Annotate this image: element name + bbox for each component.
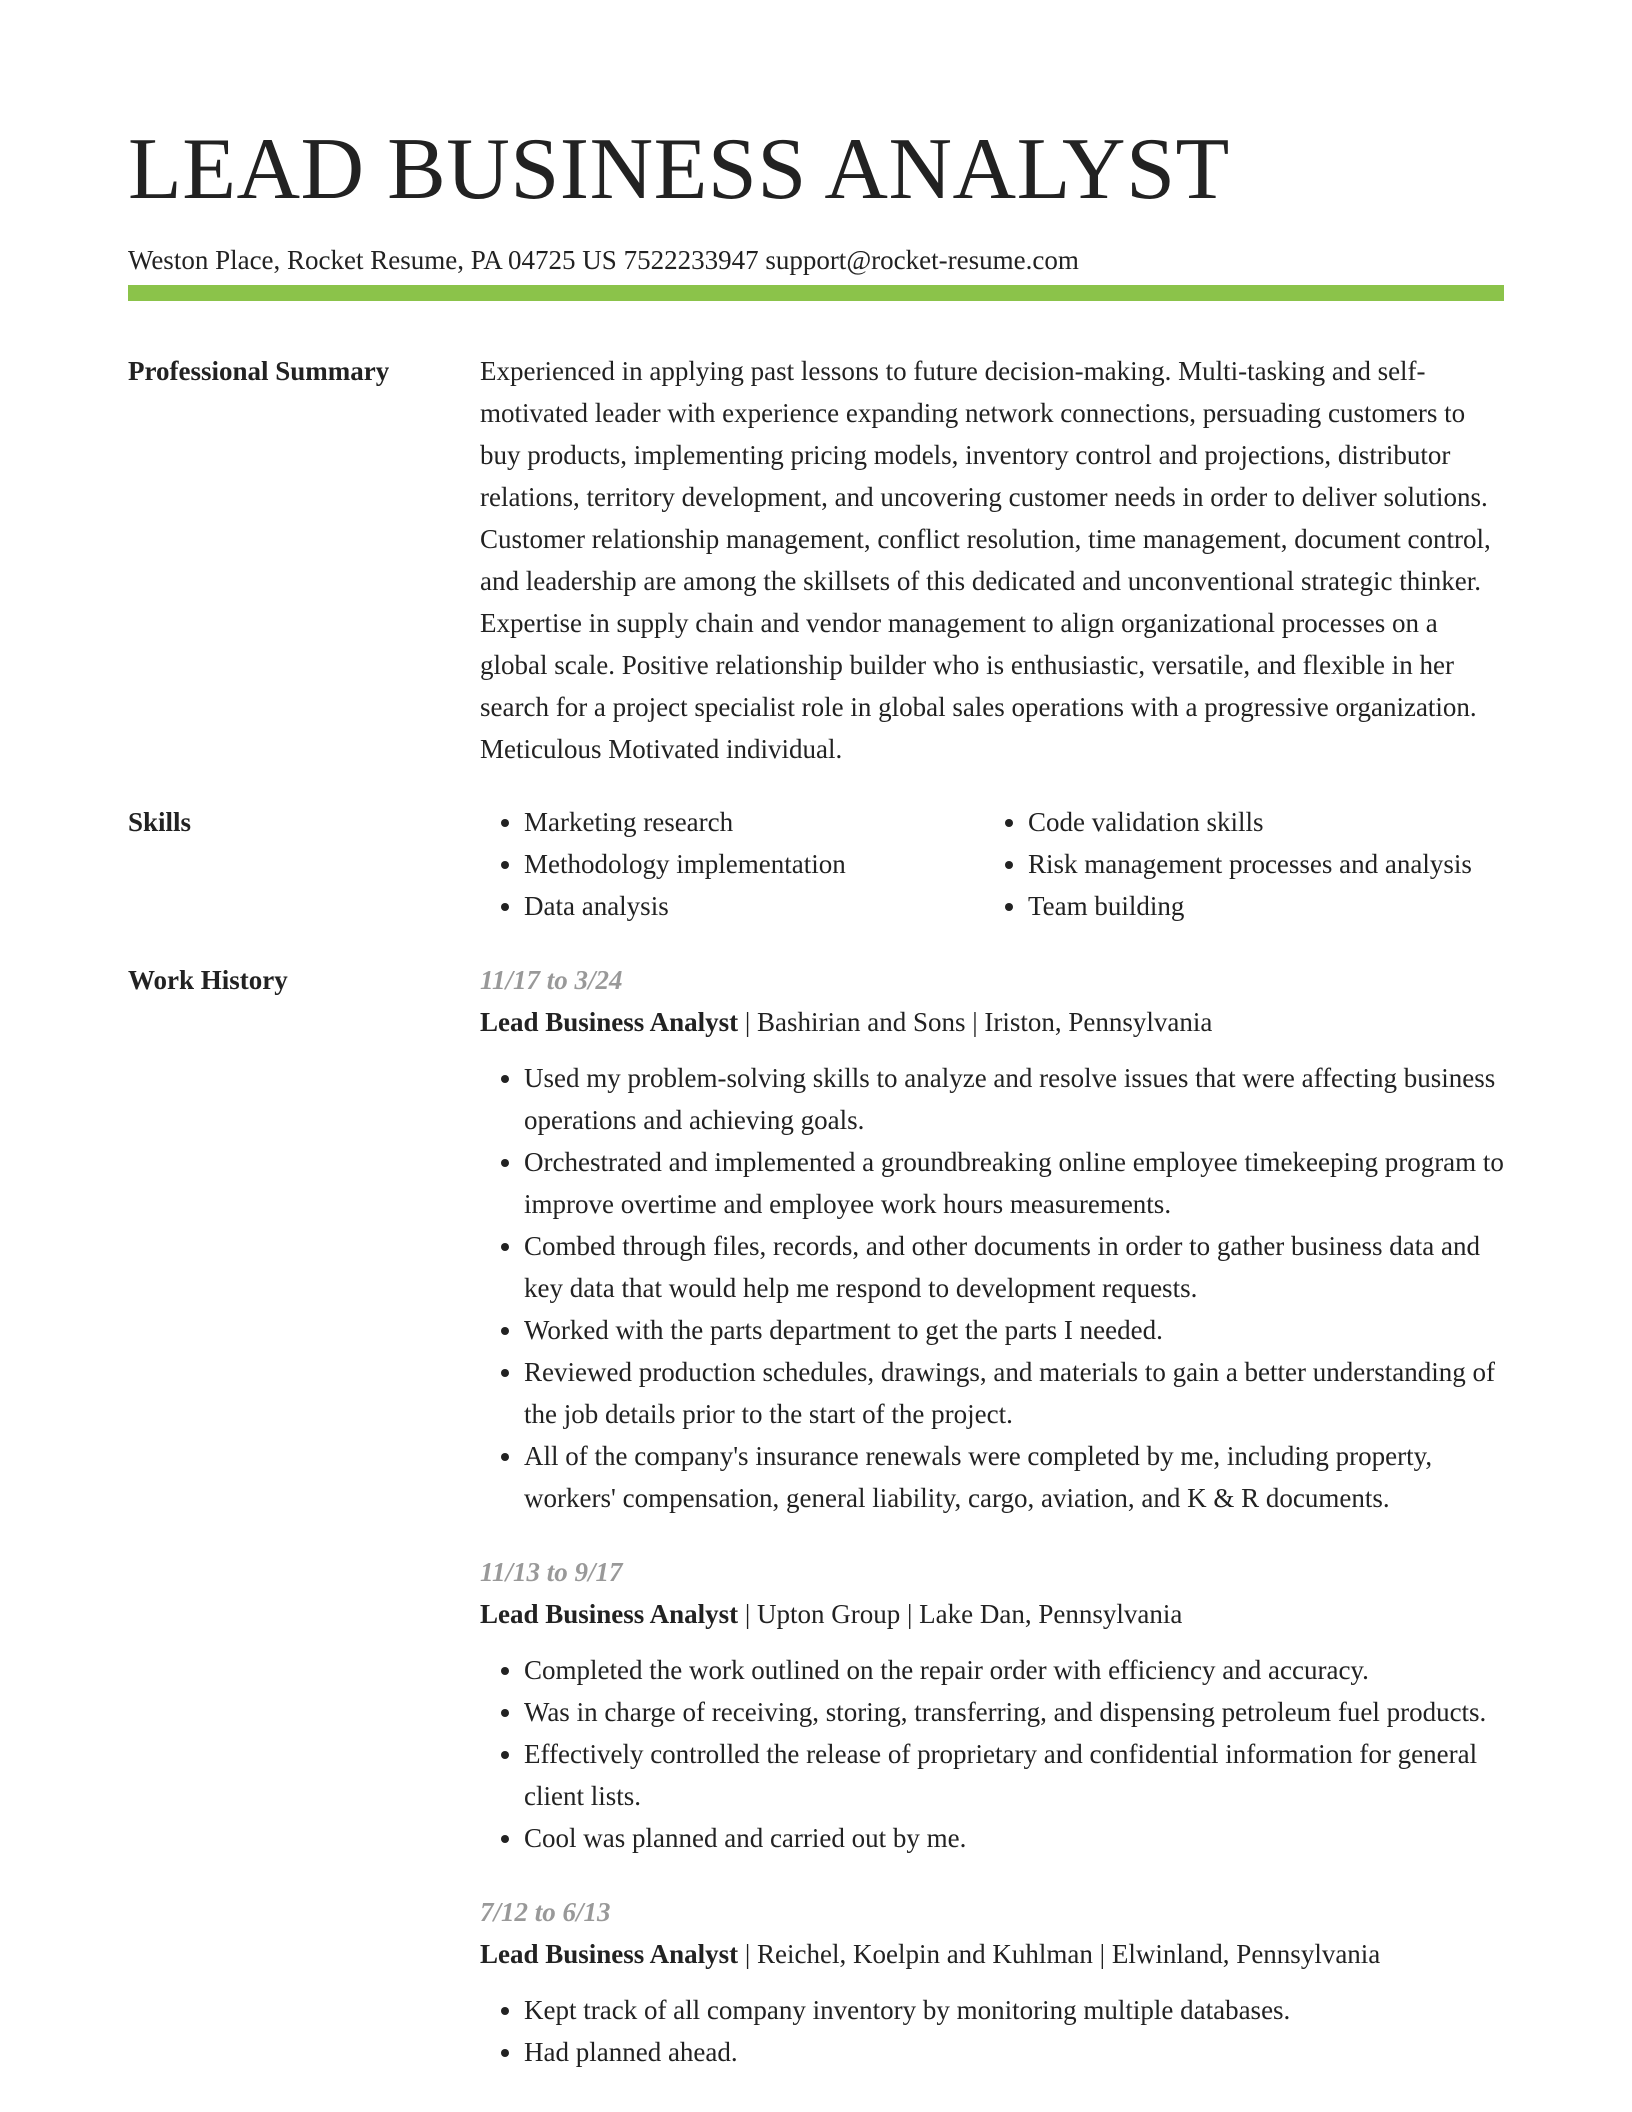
job-entry — [480, 1551, 1504, 1859]
skills-list-right — [984, 801, 1504, 927]
contact-address: Weston Place, Rocket Resume, PA 04725 US — [128, 245, 617, 275]
separator: | — [744, 1939, 751, 1969]
job-bullets — [480, 1057, 1504, 1519]
skill-item: • Risk management processes and analysis — [1028, 843, 1504, 885]
job-location: Iriston, Pennsylvania — [984, 1007, 1213, 1037]
skills-heading: Skills — [128, 807, 192, 837]
job-title: Lead Business Analyst — [480, 1007, 739, 1037]
separator: | — [972, 1007, 978, 1037]
summary-heading: Professional Summary — [128, 356, 390, 386]
skill-item: • Methodology implementation — [524, 843, 984, 885]
contact-phone: 7522233947 — [623, 245, 759, 275]
job-bullet: • Was in charge of receiving, storing, transferring, and dispensing petroleum fuel products. — [524, 1691, 1504, 1733]
job-dates: 7/12 to 6/13 — [480, 1897, 611, 1927]
contact-email: support@rocket-resume.com — [765, 245, 1079, 275]
resume-name: LEAD BUSINESS ANALYST — [128, 121, 1230, 218]
job-location: Lake Dan, Pennsylvania — [919, 1599, 1183, 1629]
work-history-body — [480, 959, 1504, 2105]
work-history-heading: Work History — [128, 965, 288, 995]
job-dates: 11/17 to 3/24 — [480, 965, 623, 995]
job-bullet: • Combed through files, records, and other documents in order to gather business data and key data that would help me respond to development requests. — [524, 1225, 1504, 1309]
job-bullet: • Reviewed production schedules, drawings, and materials to gain a better understanding of the job details prior to the start of the project. — [524, 1351, 1504, 1435]
separator: | — [1099, 1939, 1106, 1969]
job-bullets — [480, 1989, 1504, 2073]
job-entry — [480, 959, 1504, 1519]
job-company: Upton Group — [757, 1599, 901, 1629]
skill-item: • Data analysis — [524, 885, 984, 927]
separator: | — [744, 1007, 751, 1037]
job-title: Lead Business Analyst — [480, 1599, 739, 1629]
skill-item: • Marketing research — [524, 801, 984, 843]
job-bullet: • Kept track of all company inventory by monitoring multiple databases. — [524, 1989, 1504, 2031]
job-location: Elwinland, Pennsylvania — [1111, 1939, 1381, 1969]
skills-list-left — [480, 801, 984, 927]
job-bullet: • Completed the work outlined on the repair order with efficiency and accuracy. — [524, 1649, 1504, 1691]
summary-text: Experienced in applying past lessons to future decision-making. Multi-tasking and self-motivated leader with experience expanding network connections, persuading customers to buy products, implementing pricing models, inventory control and projections, distributor relations, territory development, and uncovering customer needs in order to deliver solutions. Customer relationship management, conflict resolution, time management, document control, and leadership are among the skillsets of this dedicated and unconventional strategic thinker. Expertise in supply chain and vendor management to align organizational processes on a global scale. Positive relationship builder who is enthusiastic, versatile, and flexible in her search for a project specialist role in global sales operations with a progressive organization. Meticulous Motivated individual. — [480, 356, 1491, 764]
skill-item: • Code validation skills — [1028, 801, 1504, 843]
job-title-line — [480, 1593, 1504, 1635]
skill-item: • Team building — [1028, 885, 1504, 927]
job-bullet: • Effectively controlled the release of proprietary and confidential information for general client lists. — [524, 1733, 1504, 1817]
separator: | — [744, 1599, 751, 1629]
job-title-line — [480, 1001, 1504, 1043]
separator: | — [907, 1599, 913, 1629]
job-company: Bashirian and Sons — [757, 1007, 966, 1037]
job-bullet: • Cool was planned and carried out by me. — [524, 1817, 1504, 1859]
job-bullet: • Orchestrated and implemented a groundbreaking online employee timekeeping program to improve overtime and employee work hours measurements. — [524, 1141, 1504, 1225]
job-bullets — [480, 1649, 1504, 1859]
skills-grid — [480, 801, 1504, 927]
resume-header — [128, 120, 1504, 278]
header-divider — [128, 285, 1504, 301]
job-bullet: • Worked with the parts department to get the parts I needed. — [524, 1309, 1504, 1351]
job-bullet: • Had planned ahead. — [524, 2031, 1504, 2073]
job-bullet: • All of the company's insurance renewals were completed by me, including property, workers' compensation, general liability, cargo, aviation, and K & R documents. — [524, 1435, 1504, 1519]
job-dates: 11/13 to 9/17 — [480, 1557, 623, 1587]
job-title-line — [480, 1933, 1504, 1975]
summary-body — [480, 350, 1504, 770]
job-company: Reichel, Koelpin and Kuhlman — [757, 1939, 1093, 1969]
job-bullet: • Used my problem-solving skills to analyze and resolve issues that were affecting business operations and achieving goals. — [524, 1057, 1504, 1141]
job-entry — [480, 1891, 1504, 2073]
job-title: Lead Business Analyst — [480, 1939, 739, 1969]
contact-line — [128, 242, 1504, 278]
